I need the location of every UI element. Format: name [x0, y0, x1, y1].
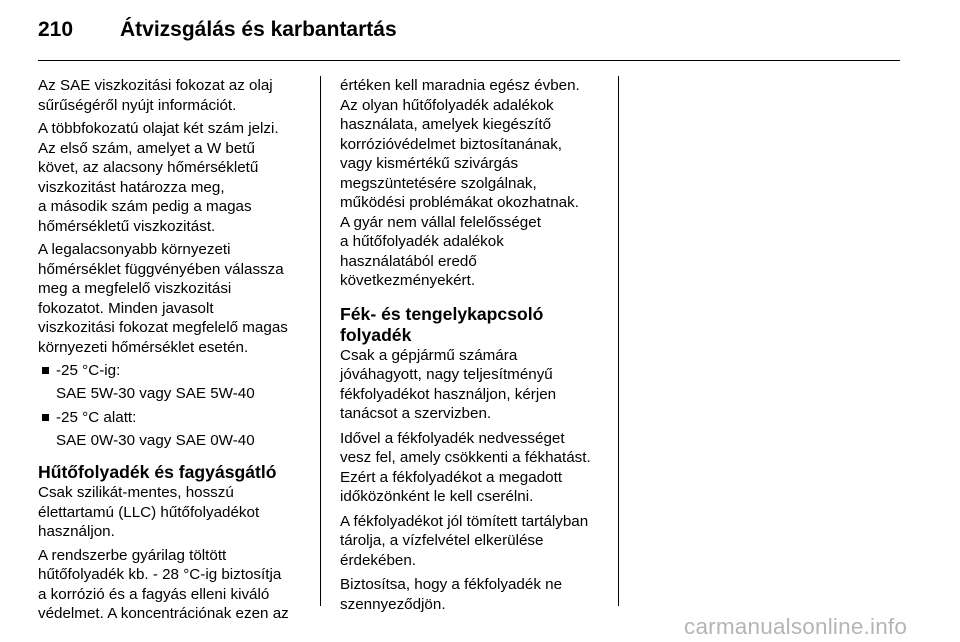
paragraph-coolant-protection: A rendszerbe gyárilag töltött hűtőfolyadék kb. - 28 °C-ig biztosítja a korrózió és a fagyás elleni kiváló védelmet. A koncentrációnak ezen az: [38, 546, 289, 622]
paragraph-multigrade: A többfokozatú olajat két szám jelzi. Az első szám, amelyet a W betű követ, az alacsony hőmérsékletű viszkozitást határozza meg, a második szám pedig a magas hőmérsékletű viszkozitást.: [38, 120, 279, 235]
chapter-title: Átvizsgálás és karbantartás: [120, 18, 397, 41]
bullet-label: -25 °C alatt:: [56, 409, 137, 426]
column-right: [340, 76, 608, 619]
paragraph-brake-fluid-moisture: Idővel a fékfolyadék nedvességet vesz fel, amely csökkenti a fékhatást. Ezért a fékfolyadékot a megadott időközönként le kell cserélni.: [340, 429, 591, 505]
paragraph-coolant-continued: értéken kell maradnia egész évben. Az olyan hűtőfolyadék adalékok használata, amelyek kiegészítő korrózióvédelmet biztosítanának, vagy kismértékű szivárgás megszüntetésére szolgálnak, működési problémákat okozhatnak. A gyár nem vállal felelősséget a hűtőfolyadék adalékok használatából eredő következményekért.: [340, 77, 580, 289]
column-divider: [618, 76, 619, 606]
watermark: carmanualsonline.info: [684, 614, 908, 639]
bullet-item: [38, 408, 308, 428]
paragraph-sae-intro: Az SAE viszkozitási fokozat az olaj sűrűségéről nyújt információt.: [38, 77, 273, 114]
paragraph-brake-fluid-type: Csak a gépjármű számára jóváhagyott, nagy teljesítményű fékfolyadékot használjon, kérjen tanácsot a szervizben.: [340, 346, 557, 422]
paragraph-brake-fluid-clean: Biztosítsa, hogy a fékfolyadék ne szennyeződjön.: [340, 576, 563, 613]
paragraph-viscosity-choice: A legalacsonyabb környezeti hőmérséklet függvényében válassza meg a megfelelő viszkozitási fokozatot. Minden javasolt viszkozitási fokozat megfelelő magas környezeti hőmérséklet esetén.: [38, 241, 288, 356]
bullet-value: SAE 0W-30 vagy SAE 0W-40: [56, 431, 255, 449]
column-left: [38, 76, 308, 628]
page-number: 210: [38, 18, 74, 41]
bullet-label: -25 °C-ig:: [56, 362, 121, 379]
bullet-square-icon: [42, 367, 49, 374]
bullet-square-icon: [42, 414, 49, 421]
section-heading-coolant: Hűtőfolyadék és fagyásgátló: [38, 462, 277, 482]
paragraph-brake-fluid-storage: A fékfolyadékot jól tömített tartályban tárolja, a vízfelvétel elkerülése érdekében.: [340, 512, 589, 569]
page-header: [38, 16, 900, 61]
column-divider: [320, 76, 321, 606]
bullet-value: SAE 5W-30 vagy SAE 5W-40: [56, 384, 255, 402]
bullet-item: [38, 361, 308, 381]
section-heading-brake-fluid: Fék- és tengelykapcsoló folyadék: [340, 303, 544, 345]
paragraph-coolant-type: Csak szilikát-mentes, hosszú élettartamú (LLC) hűtőfolyadékot használjon.: [38, 484, 260, 540]
